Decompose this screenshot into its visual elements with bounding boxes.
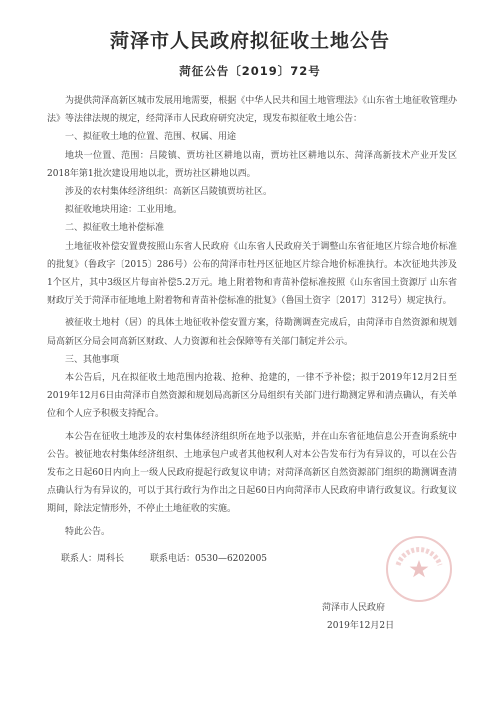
document-title: 菏泽市人民政府拟征收土地公告 (109, 30, 390, 52)
intro-paragraph: 为提供菏泽高新区城市发展用地需要，根据《中华人民共和国土地管理法》《山东省土地征收管理办法》等法律法规的规定，经菏泽市人民政府研究决定，现发布拟征收土地公告： (47, 96, 457, 125)
official-seal (386, 536, 452, 602)
contact-line (61, 551, 267, 564)
section-heading-other: 三、其他事项 (65, 354, 120, 365)
parcel-location-paragraph: 地块一位置、范围：吕陵镇、贾坊社区耕地以南，贾坊社区耕地以东、菏泽高新技术产业开发区2018年第1批次建设用地以北，贾坊社区耕地以西。 (47, 150, 457, 179)
issuing-authority: 菏泽市人民政府 (322, 603, 386, 613)
resettlement-plan-paragraph: 被征收土地村（居）的具体土地征收补偿安置方案，待勘测调查完成后，由菏泽市自然资源和规划局高新区分局会同高新区财政、人力资源和社会保障等有关部门制定并公示。 (47, 318, 457, 347)
contact-person: 周科长 (97, 554, 125, 564)
survey-notice-paragraph: 本公告后，凡在拟征收土地范围内抢栽、抢种、抢建的，一律不予补偿；拟于2019年12月2日至2019年12月6日由菏泽市自然资源和规划局高新区分局组织有关部门进行勘测定界和清点确认，有关单位和个人应予积极支持配合。 (47, 373, 457, 420)
document-number: 菏征公告〔2019〕72号 (179, 64, 321, 78)
section-heading-compensation: 二、拟征收土地补偿标准 (65, 223, 165, 234)
contact-phone-label: 联系电话： (150, 554, 196, 564)
announcement-body (47, 92, 457, 541)
collective-organization-paragraph: 涉及的农村集体经济组织：高新区吕陵镇贾坊社区。 (65, 187, 273, 198)
objection-notice-paragraph: 本公告在征收土地涉及的农村集体经济组织所在地予以张贴，并在山东省征地信息公开查询系统中公告。被征地农村集体经济组织、土地承包户或者其他权利人对本公告发布行为有异议的，可以在公告发布之日起60日内向上一级人民政府提起行政复议申请；对菏泽高新区自然资源部门组织的勘测调查清点确认行为有异议的，可以于其行政行为作出之日起60日内向菏泽市人民政府申请行政复议。行政复议期间，除法定情形外，不停止土地征收的实施。 (47, 431, 457, 515)
compensation-standard-paragraph: 土地征收补偿安置费按照山东省人民政府《山东省人民政府关于调整山东省征地区片综合地价标准的批复》（鲁政字〔2015〕286号）公布的菏泽市牡丹区征地区片综合地价标准执行。本次征地共涉及1个区片，其中3级区片每亩补偿5.2万元。地上附着物和青苗补偿标准按照《山东省国土资源厅 山东省财政厅关于菏泽市征地地上附着物和青苗补偿标准的批复》（鲁国土资字〔2017〕312号）规定执行。 (47, 241, 457, 307)
seal-graphic (388, 538, 450, 600)
section-heading-location: 一、拟征收土地的位置、范围、权属、用途 (65, 132, 237, 143)
land-use-paragraph: 拟征收地块用途：工业用地。 (65, 205, 183, 216)
contact-phone: 0530—6202005 (195, 554, 268, 564)
issue-date: 2019年12月2日 (327, 621, 395, 631)
closing-paragraph: 特此公告。 (65, 526, 111, 537)
contact-person-label: 联系人： (61, 554, 98, 564)
